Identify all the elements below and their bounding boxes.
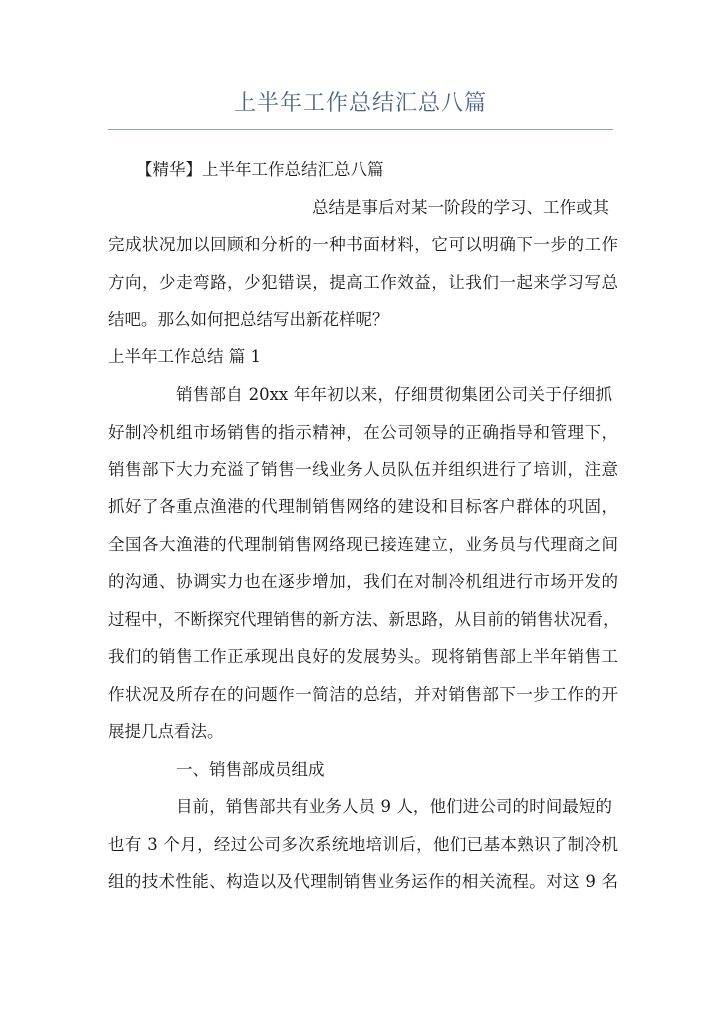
paragraph-line: 我们的销售工作正承现出良好的发展势头。现将销售部上半年销售工 xyxy=(108,647,618,666)
document-title: 上半年工作总结汇总八篇 xyxy=(233,91,487,116)
paragraph-line: 作状况及所存在的问题作一简洁的总结，并对销售部下一步工作的开 xyxy=(108,685,618,704)
title-divider xyxy=(108,129,613,130)
paragraph-line: 抓好了各重点渔港的代理制销售网络的建设和目标客户群体的巩固， xyxy=(108,497,618,516)
paragraph-line: 总结是事后对某一阶段的学习、工作或其 xyxy=(312,198,609,217)
paragraph-line: 销售部自 20xx 年年初以来，仔细贯彻集团公司关于仔细抓 xyxy=(176,385,612,404)
summary-heading: 【精华】上半年工作总结汇总八篇 xyxy=(136,160,384,179)
paragraph-line: 结吧。那么如何把总结写出新花样呢？ xyxy=(108,310,389,329)
paragraph-line: 完成状况加以回顾和分析的一种书面材料，它可以明确下一步的工作 xyxy=(108,235,618,254)
paragraph-line: 方向，少走弯路，少犯错误，提高工作效益，让我们一起来学习写总 xyxy=(108,273,618,292)
paragraph-line: 全国各大渔港的代理制销售网络现已接连建立，业务员与代理商之间 xyxy=(108,535,618,554)
paragraph-line: 的沟通、协调实力也在逐步增加，我们在对制冷机组进行市场开发的 xyxy=(108,572,618,591)
paragraph-line: 过程中，不断探究代理销售的新方法、新思路，从目前的销售状况看， xyxy=(108,610,620,629)
section-heading: 上半年工作总结 篇 1 xyxy=(108,347,261,366)
paragraph-line: 销售部下大力充溢了销售一线业务人员队伍并组织进行了培训，注意 xyxy=(108,460,618,479)
paragraph-line: 好制冷机组市场销售的指示精神，在公司领导的正确指导和管理下， xyxy=(108,423,618,442)
paragraph-line: 目前，销售部共有业务人员 9 人，他们进公司的时间最短的 xyxy=(176,797,612,816)
paragraph-line: 展提几点看法。 xyxy=(108,722,224,741)
paragraph-line: 组的技术性能、构造以及代理制销售业务运作的相关流程。对这 9 名 xyxy=(108,872,618,891)
subsection-heading: 一、销售部成员组成 xyxy=(176,760,325,779)
paragraph-line: 也有 3 个月，经过公司多次系统地培训后，他们已基本熟识了制冷机 xyxy=(108,835,618,854)
